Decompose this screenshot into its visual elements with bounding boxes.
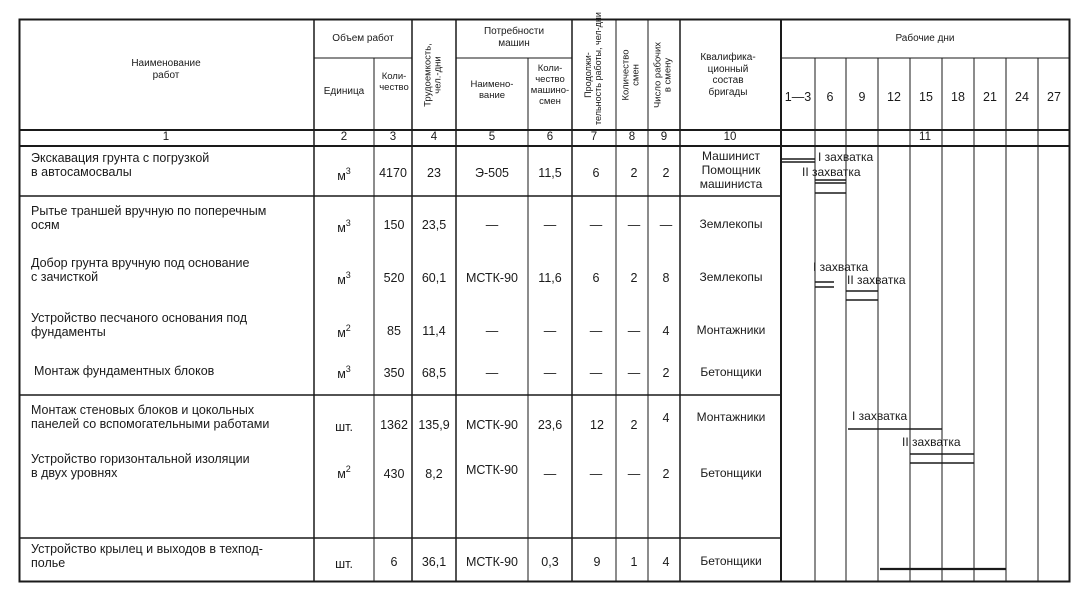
column-number: 1 <box>162 131 170 143</box>
unit-cell: $м^2$ <box>337 323 351 340</box>
shifts-cell: 2 <box>630 166 638 180</box>
header-labor: Трудоемкость, чел.-дни <box>422 43 444 107</box>
duration-cell: — <box>589 467 603 481</box>
machine-shifts-cell: — <box>543 366 557 380</box>
column-number: 11 <box>919 131 931 143</box>
work-name: Монтаж фундаментных блоков <box>34 364 215 378</box>
machine-cell: Э-505 <box>474 166 510 180</box>
gantt-label: II захватка <box>847 273 906 287</box>
brigade-cell: Монтажники <box>696 410 766 424</box>
workers-cell: 4 <box>662 411 670 425</box>
quantity-cell: 350 <box>383 366 405 380</box>
header-volume: Объем работ <box>332 33 394 44</box>
quantity-cell: 6 <box>390 555 398 569</box>
column-number: 6 <box>546 131 554 143</box>
header-workdays: Рабочие дни <box>895 33 955 44</box>
duration-cell: — <box>589 366 603 380</box>
labor-cell: 68,5 <box>421 366 447 380</box>
labor-cell: 23 <box>427 166 441 180</box>
workers-cell: 2 <box>662 366 670 380</box>
column-number: 7 <box>590 131 598 143</box>
unit-cell: $м^3$ <box>337 364 351 381</box>
machine-cell: МСТК-90 <box>465 463 519 477</box>
quantity-cell: 150 <box>383 218 405 232</box>
labor-cell: 11,4 <box>422 324 446 338</box>
machine-cell: МСТК-90 <box>465 418 519 432</box>
day-label: 6 <box>826 90 834 104</box>
unit-cell: $м^3$ <box>337 166 351 183</box>
quantity-cell: 1362 <box>380 418 408 432</box>
machine-shifts-cell: — <box>543 218 557 232</box>
work-name: Устройство крылец и выходов в техпод- полье <box>31 542 263 571</box>
machine-shifts-cell: — <box>543 467 557 481</box>
shifts-cell: — <box>627 218 641 232</box>
brigade-cell: Землекопы <box>699 217 763 231</box>
workers-cell: 2 <box>662 166 670 180</box>
machine-shifts-cell: — <box>543 324 557 338</box>
gantt-label: I захватка <box>818 150 874 164</box>
duration-cell: — <box>589 218 603 232</box>
header-machine-shifts: Коли- чество машино- смен <box>530 63 570 107</box>
duration-cell: 6 <box>592 271 600 285</box>
shifts-cell: 2 <box>630 418 638 432</box>
quantity-cell: 4170 <box>379 166 407 180</box>
header-work-name: Наименование работ <box>131 58 201 81</box>
machine-cell: МСТК-90 <box>465 271 519 285</box>
work-name: Рытье траншей вручную по поперечным осям <box>31 204 267 233</box>
brigade-cell: Бетонщики <box>700 466 762 480</box>
unit-cell: шт. <box>335 420 353 434</box>
column-number: 8 <box>628 131 636 143</box>
day-label: 9 <box>858 90 866 104</box>
day-label: 18 <box>951 90 965 104</box>
header-machine-name: Наимено- вание <box>470 79 514 101</box>
column-number: 3 <box>389 131 397 143</box>
gantt-label: I захватка <box>813 260 869 274</box>
shifts-cell: — <box>627 366 641 380</box>
brigade-cell: Бетонщики <box>700 554 762 568</box>
brigade-cell: Землекопы <box>699 270 763 284</box>
quantity-cell: 520 <box>383 271 405 285</box>
machine-cell: — <box>485 366 499 380</box>
workers-cell: 4 <box>662 324 670 338</box>
labor-cell: 23,5 <box>421 218 447 232</box>
unit-cell: $м^3$ <box>337 270 351 287</box>
shifts-cell: 1 <box>630 555 638 569</box>
unit-cell: $м^3$ <box>337 218 351 235</box>
quantity-cell: 85 <box>387 324 401 338</box>
duration-cell: 12 <box>590 418 604 432</box>
header-duration: Продолжи- тельность работы, чел-дни <box>583 12 603 125</box>
column-number: 9 <box>660 131 668 143</box>
day-label: 15 <box>919 90 933 104</box>
gantt-label: I захватка <box>852 409 908 423</box>
labor-cell: 8,2 <box>425 467 443 481</box>
shifts-cell: — <box>627 467 641 481</box>
work-name: Экскавация грунта с погрузкой в автосамосвалы <box>31 151 210 180</box>
column-number: 5 <box>488 131 496 143</box>
unit-cell: $м^2$ <box>337 464 351 481</box>
day-label: 12 <box>887 90 901 104</box>
brigade-cell: Бетонщики <box>700 365 762 379</box>
duration-cell: 6 <box>592 166 600 180</box>
workers-cell: 8 <box>662 271 670 285</box>
brigade-cell: Машинист Помощник машиниста <box>699 149 763 191</box>
column-number: 4 <box>430 131 438 143</box>
work-name: Добор грунта вручную под основание с зачисткой <box>31 256 250 285</box>
brigade-cell: Монтажники <box>696 323 766 337</box>
quantity-cell: 430 <box>383 467 405 481</box>
machine-shifts-cell: 23,6 <box>537 418 563 432</box>
machine-cell: — <box>485 218 499 232</box>
labor-cell: 36,1 <box>421 555 447 569</box>
work-name: Устройство песчаного основания под фундаменты <box>31 311 248 340</box>
header-workers: Число рабочих в смену <box>652 41 674 109</box>
column-number: 2 <box>340 131 348 143</box>
header-shifts: Количество смен <box>620 49 642 101</box>
day-label: 24 <box>1015 90 1029 104</box>
workers-cell: — <box>659 218 673 232</box>
header-machines: Потребности машин <box>483 26 545 49</box>
machine-shifts-cell: 11,6 <box>538 271 562 285</box>
machine-shifts-cell: 0,3 <box>541 555 559 569</box>
header-quantity: Коли- чество <box>379 71 409 93</box>
day-label: 1—3 <box>784 90 812 104</box>
duration-cell: — <box>589 324 603 338</box>
work-name: Монтаж стеновых блоков и цокольных панелей со вспомогательными работами <box>31 403 270 432</box>
unit-cell: шт. <box>335 557 353 571</box>
shifts-cell: — <box>627 324 641 338</box>
day-label: 21 <box>983 90 997 104</box>
gantt-label: II захватка <box>902 435 961 449</box>
machine-cell: — <box>485 324 499 338</box>
column-number: 10 <box>723 131 737 143</box>
machine-cell: МСТК-90 <box>465 555 519 569</box>
workers-cell: 4 <box>662 555 670 569</box>
gantt-label: II захватка <box>802 165 861 179</box>
day-label: 27 <box>1047 90 1061 104</box>
labor-cell: 135,9 <box>418 418 450 432</box>
duration-cell: 9 <box>593 555 601 569</box>
labor-cell: 60,1 <box>421 271 447 285</box>
machine-shifts-cell: 11,5 <box>538 166 562 180</box>
header-unit: Единица <box>323 86 365 97</box>
workers-cell: 2 <box>662 467 670 481</box>
work-name: Устройство горизонтальной изоляции в двух уровнях <box>31 452 250 481</box>
shifts-cell: 2 <box>630 271 638 285</box>
header-brigade: Квалифика- ционный состав бригады <box>700 52 756 98</box>
